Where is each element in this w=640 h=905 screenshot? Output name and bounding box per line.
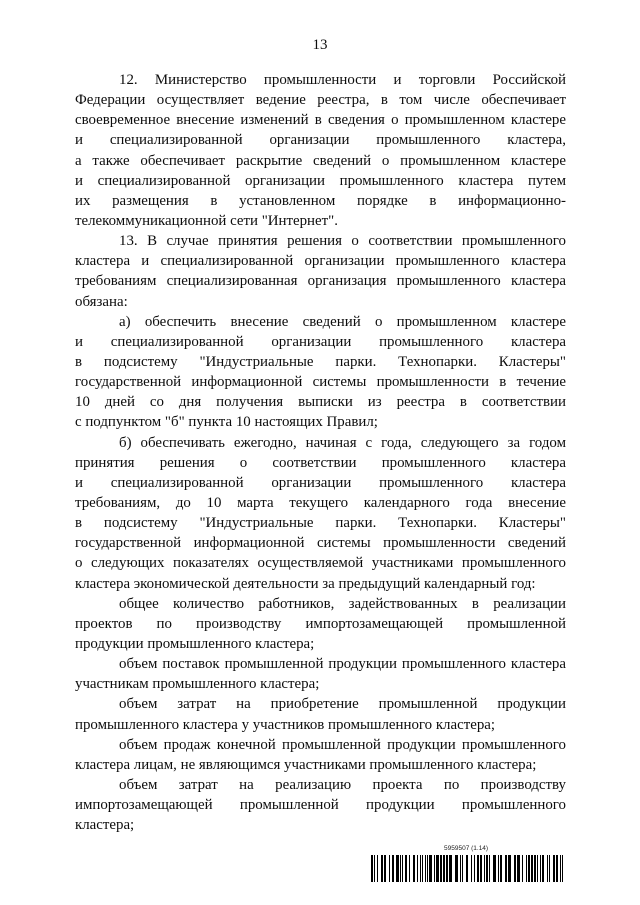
text-line: а также обеспечивает раскрытие сведений о промышленном кластере — [75, 152, 566, 169]
text-line: о следующих показателях осуществляемой участниками промышленного — [75, 555, 566, 572]
text-line: обязана: — [75, 293, 128, 310]
text-line: и специализированной организации промышленного кластера путем — [75, 172, 566, 189]
text-line: общее количество работников, задействованных в реализации — [119, 595, 566, 612]
text-line: требованиям, до 10 марта текущего календарного года внесение — [75, 494, 566, 511]
text-line: их размещения в установленном порядке в информационно- — [75, 192, 566, 209]
text-line: в подсистему "Индустриальные парки. Технопарки. Кластеры" — [75, 515, 566, 532]
subclause-b — [75, 433, 566, 594]
text-line: 10 дней со дня получения выписки из реестра в соответствии — [75, 394, 566, 411]
indicator-supplies — [75, 654, 566, 694]
text-line: импортозамещающей промышленной продукции промышленного — [75, 797, 566, 814]
text-line: объем поставок промышленной продукции промышленного кластера — [119, 656, 566, 673]
text-line: кластера лицам, не являющимся участниками промышленного кластера; — [75, 756, 537, 773]
text-line: и специализированной организации промышленного кластера, — [75, 132, 566, 149]
text-line: объем затрат на приобретение промышленной продукции — [119, 696, 566, 713]
text-line: 13. В случае принятия решения о соответствии промышленного — [119, 233, 566, 250]
text-line: кластера и специализированной организации промышленного кластера — [75, 253, 566, 270]
subclause-a — [75, 312, 566, 433]
page-number: 13 — [312, 37, 328, 53]
text-line: б) обеспечивать ежегодно, начиная с года, следующего за годом — [119, 434, 566, 451]
text-line: принятия решения о соответствии промышленного кластера — [75, 454, 566, 471]
text-line: государственной информационной системы промышленности сведений — [75, 535, 566, 552]
indicator-purchase-costs — [75, 694, 566, 734]
clause-13 — [75, 231, 566, 312]
text-line: промышленного кластера у участников промышленного кластера; — [75, 716, 496, 733]
text-line: проектов по производству импортозамещающей промышленной — [75, 615, 566, 632]
clause-12 — [75, 70, 566, 231]
text-line: 12. Министерство промышленности и торговли Российской — [119, 72, 566, 88]
text-line: Федерации осуществляет ведение реестра, в том числе обеспечивает — [75, 92, 566, 109]
text-line: телекоммуникационной сети "Интернет". — [75, 212, 338, 229]
barcode-bars — [371, 855, 563, 882]
document-code: 5959507 (1.14) — [444, 845, 489, 852]
text-line: своевременное внесение изменений в сведения о промышленном кластере — [75, 112, 566, 129]
indicator-employees — [75, 594, 566, 654]
text-line: кластера; — [75, 817, 135, 834]
text-line: кластера экономической деятельности за предыдущий календарный год: — [75, 575, 536, 592]
text-line: участникам промышленного кластера; — [75, 676, 320, 693]
text-line: объем продаж конечной промышленной продукции промышленного — [119, 736, 566, 753]
text-line: с подпунктом "б" пункта 10 настоящих Правил; — [75, 414, 378, 431]
document-body — [75, 70, 566, 835]
text-line: в подсистему "Индустриальные парки. Технопарки. Кластеры" — [75, 353, 566, 370]
indicator-project-costs — [75, 775, 566, 835]
indicator-sales — [75, 735, 566, 775]
text-line: и специализированной организации промышленного кластера — [75, 333, 566, 350]
text-line: требованиям специализированная организация промышленного кластера — [75, 273, 566, 290]
text-line: объем затрат на реализацию проекта по производству — [119, 776, 566, 793]
barcode-icon — [370, 855, 566, 882]
text-line: государственной информационной системы промышленности в течение — [75, 374, 566, 391]
text-line: продукции промышленного кластера; — [75, 635, 315, 652]
text-line: и специализированной организации промышленного кластера — [75, 474, 566, 491]
barcode-graphic — [370, 855, 566, 882]
text-line: а) обеспечить внесение сведений о промышленном кластере — [119, 313, 566, 330]
